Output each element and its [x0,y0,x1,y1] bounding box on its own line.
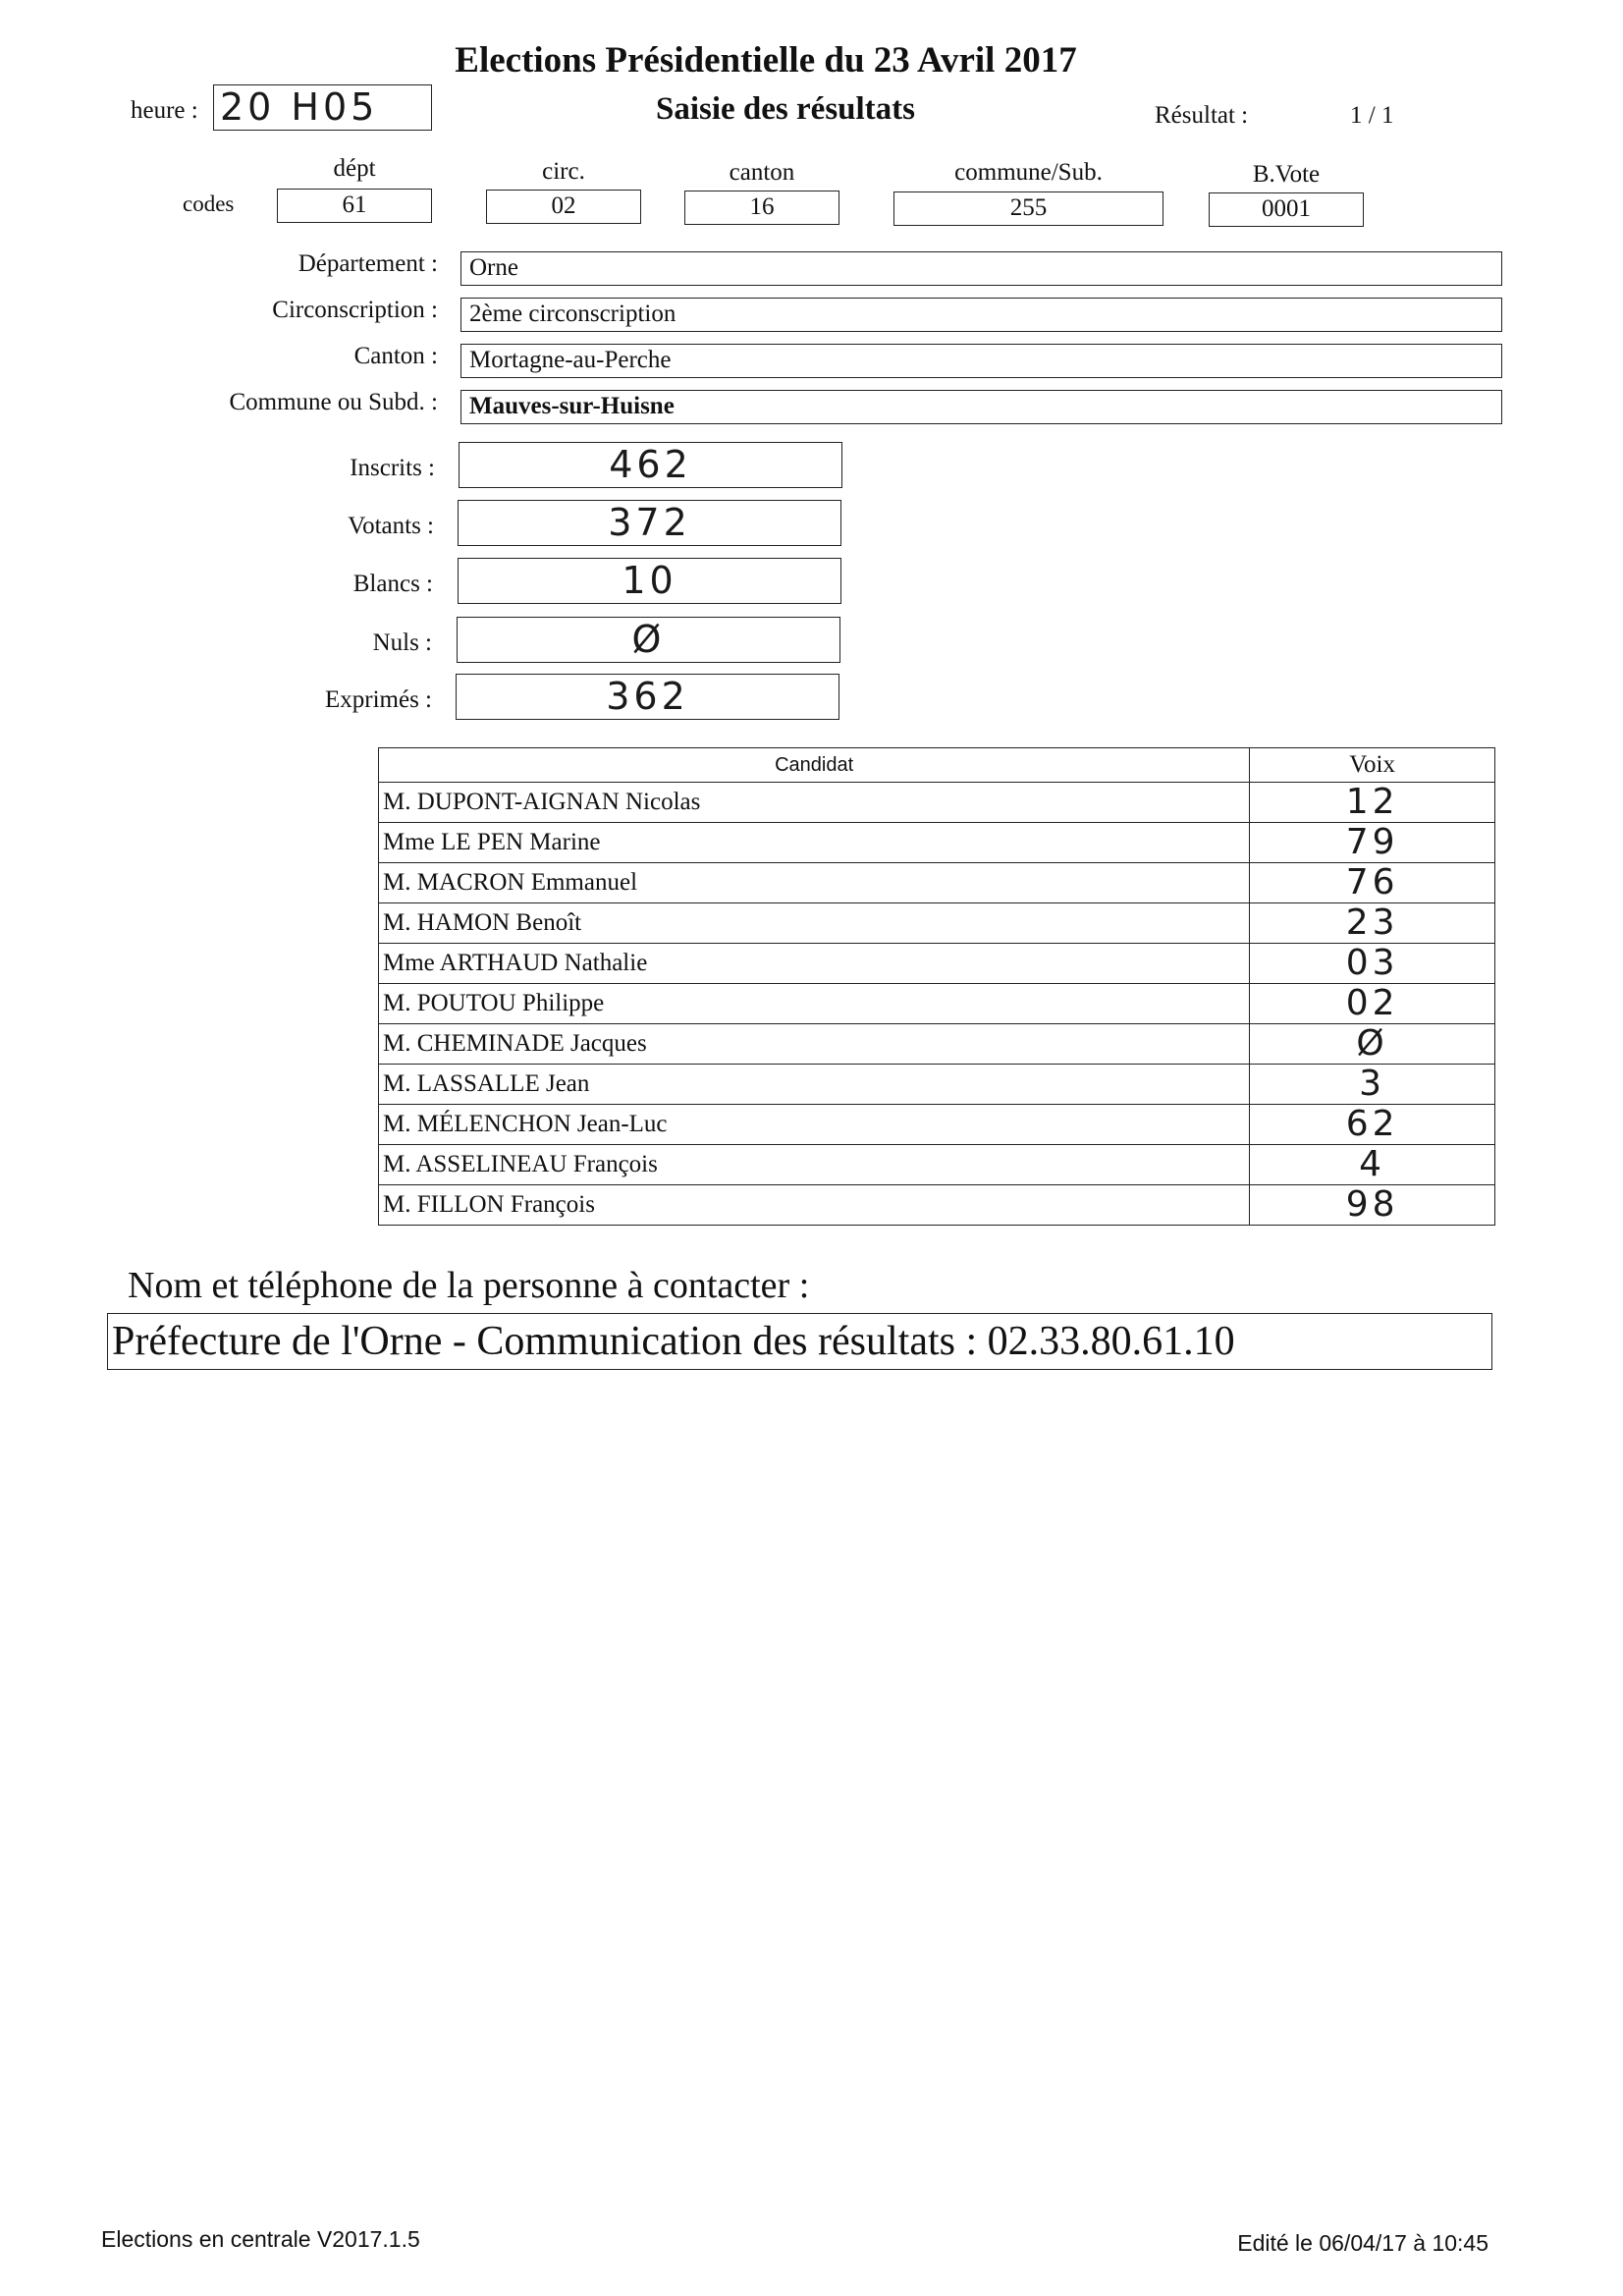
table-row [379,903,1495,944]
candidate-votes-field[interactable]: Ø [1250,1024,1495,1065]
candidate-column-header: Candidat [379,748,1250,783]
candidate-name: M. CHEMINADE Jacques [379,1024,1250,1065]
canton-label: Canton : [353,343,438,369]
table-row [379,1105,1495,1145]
commune-code-field[interactable]: 255 [893,191,1163,226]
candidate-name: M. LASSALLE Jean [379,1065,1250,1105]
candidate-votes-field[interactable]: 02 [1250,984,1495,1024]
footer-version: Elections en centrale V2017.1.5 [101,2226,420,2252]
canton-field[interactable]: Mortagne-au-Perche [460,344,1502,378]
blancs-field[interactable]: 10 [458,558,841,604]
contact-field[interactable]: Préfecture de l'Orne - Communication des résultats : 02.33.80.61.10 [107,1313,1492,1370]
canton-code-field[interactable]: 16 [684,191,839,225]
dept-code-label: dépt [333,155,376,182]
votes-column-header: Voix [1250,748,1495,783]
table-row [379,783,1495,823]
page-title: Elections Présidentielle du 23 Avril 2017 [455,40,1077,81]
commune-field[interactable]: Mauves-sur-Huisne [460,390,1502,424]
nuls-label: Nuls : [372,629,432,656]
votants-field[interactable]: 372 [458,500,841,546]
candidate-name: Mme LE PEN Marine [379,823,1250,863]
candidate-votes-field[interactable]: 4 [1250,1145,1495,1185]
results-header-row [379,748,1495,783]
heure-field[interactable]: 20 H05 [213,84,432,131]
candidate-votes-field[interactable]: 23 [1250,903,1495,944]
candidate-votes-field[interactable]: 76 [1250,863,1495,903]
candidate-votes-field[interactable]: 03 [1250,944,1495,984]
candidate-votes-field[interactable]: 12 [1250,783,1495,823]
dept-code-field[interactable]: 61 [277,189,432,223]
table-row [379,1145,1495,1185]
circ-code-label: circ. [542,158,585,185]
candidate-name: M. ASSELINEAU François [379,1145,1250,1185]
codes-label: codes [183,191,235,216]
table-row [379,1185,1495,1226]
table-row [379,1065,1495,1105]
commune-code-label: commune/Sub. [954,159,1103,186]
candidate-name: M. FILLON François [379,1185,1250,1226]
candidate-name: M. HAMON Benoît [379,903,1250,944]
votants-label: Votants : [348,513,434,539]
candidate-name: M. MÉLENCHON Jean-Luc [379,1105,1250,1145]
nuls-field[interactable]: Ø [457,617,840,663]
page-subtitle: Saisie des résultats [656,91,915,127]
exprimes-field[interactable]: 362 [456,674,839,720]
candidate-votes-field[interactable]: 62 [1250,1105,1495,1145]
table-row [379,1024,1495,1065]
contact-label: Nom et téléphone de la personne à contacter : [128,1265,810,1306]
table-row [379,863,1495,903]
inscrits-field[interactable]: 462 [459,442,842,488]
circonscription-field[interactable]: 2ème circonscription [460,298,1502,332]
exprimes-label: Exprimés : [324,686,432,713]
candidate-votes-field[interactable]: 3 [1250,1065,1495,1105]
bvote-code-label: B.Vote [1252,161,1321,188]
bvote-code-field[interactable]: 0001 [1209,192,1364,227]
departement-label: Département : [298,250,438,277]
candidate-name: M. DUPONT-AIGNAN Nicolas [379,783,1250,823]
circ-code-field[interactable]: 02 [486,190,641,224]
circonscription-label: Circonscription : [272,297,438,323]
candidate-name: M. MACRON Emmanuel [379,863,1250,903]
departement-field[interactable]: Orne [460,251,1502,286]
table-row [379,823,1495,863]
results-table [378,747,1495,1226]
blancs-label: Blancs : [352,571,433,597]
canton-code-label: canton [729,159,795,186]
commune-label: Commune ou Subd. : [229,389,438,415]
candidate-votes-field[interactable]: 98 [1250,1185,1495,1226]
inscrits-label: Inscrits : [350,455,435,481]
candidate-name: Mme ARTHAUD Nathalie [379,944,1250,984]
heure-label: heure : [131,97,198,124]
result-label: Résultat : [1155,102,1249,129]
footer-edited: Edité le 06/04/17 à 10:45 [1237,2230,1488,2256]
table-row [379,984,1495,1024]
candidate-name: M. POUTOU Philippe [379,984,1250,1024]
result-value: 1 / 1 [1350,102,1394,129]
candidate-votes-field[interactable]: 79 [1250,823,1495,863]
table-row [379,944,1495,984]
